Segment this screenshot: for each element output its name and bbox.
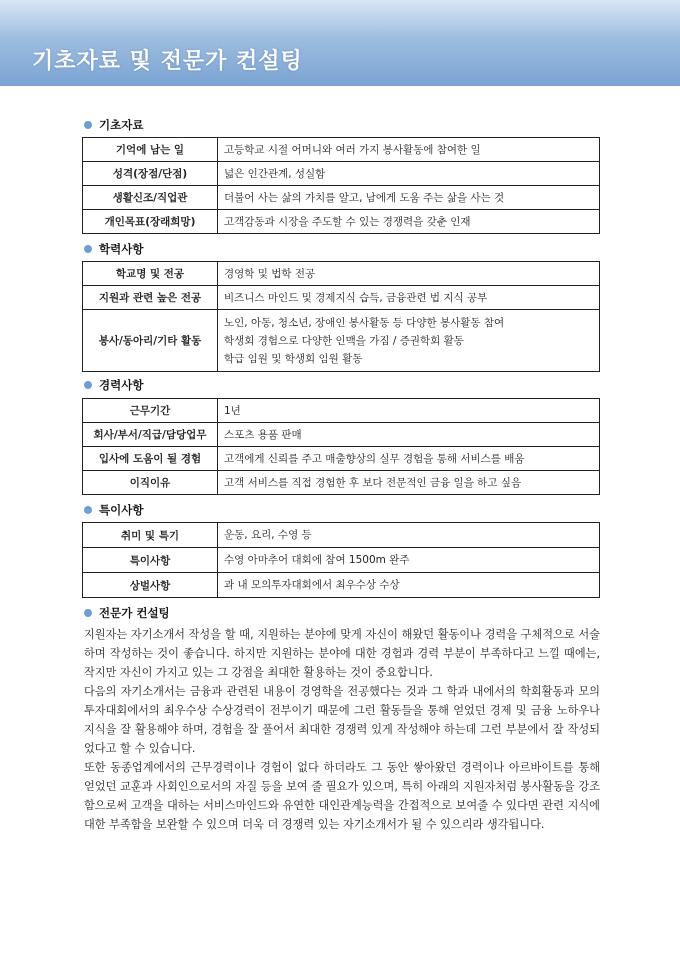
row-label: 성격(장점/단점) [83,162,218,186]
row-label: 봉사/동아리/기타 활동 [83,310,218,372]
section-heading-label: 기초자료 [99,118,144,132]
special-table [82,522,600,598]
row-value: 비즈니스 마인드 및 경제지식 습득, 금융관련 법 지식 공부 [218,286,600,310]
basic-info-table [82,137,600,234]
row-label: 회사/부서/직급/담당업무 [83,423,218,447]
row-value: 수영 아마추어 대회에 참여 1500m 완주 [218,548,600,573]
row-value: 고등학교 시절 어머니와 여러 가지 봉사활동에 참여한 일 [218,138,600,162]
row-value: 고객 서비스를 직접 경험한 후 보다 전문적인 금융 일을 하고 싶음 [218,471,600,495]
section-heading-special [84,502,143,518]
row-value: 넓은 인간관계, 성실함 [218,162,600,186]
row-label: 이직이유 [83,471,218,495]
table-row [83,423,600,447]
table-row [83,286,600,310]
table-row [83,548,600,573]
row-value: 1년 [218,399,600,423]
row-label: 지원과 관련 높은 전공 [83,286,218,310]
activity-line: 학급 임원 및 학생회 임원 활동 [224,352,363,365]
row-value: 고객감동과 시장을 주도할 수 있는 경쟁력을 갖춘 인재 [218,210,600,234]
table-row [83,310,600,372]
row-label: 생활신조/직업관 [83,186,218,210]
row-value: 경영학 및 법학 전공 [218,262,600,286]
table-row [83,447,600,471]
table-row [83,523,600,548]
activity-line: 학생회 경험으로 다양한 인맥을 가짐 / 증권학회 활동 [224,334,464,347]
consulting-paragraph: 다음의 자기소개서는 금융과 관련된 내용이 경영학을 전공했다는 것과 그 학과 내에서의 학회활동과 모의투자대회에서의 최우수상 수상경력이 전부이기 때문에 그런 활동들을 통해 얻었던 경제 및 금융 노하우나 지식을 잘 활용해야 하며, 경험을 잘 풀어서 최대한 경쟁력 있게 작성해야 하는데 그런 부분에서 잘 작성되었다고 할 수 있습니다. [84,685,600,755]
row-value: 스포츠 용품 판매 [218,423,600,447]
table-row [83,573,600,598]
table-row [83,162,600,186]
section-heading-basic [84,117,143,133]
row-value: 더불어 사는 삶의 가치를 알고, 남에게 도움 주는 삶을 사는 것 [218,186,600,210]
table-row [83,399,600,423]
row-value: 과 내 모의투자대회에서 최우수상 수상 [218,573,600,598]
table-row [83,471,600,495]
section-heading-consulting [84,605,170,621]
table-row [83,262,600,286]
row-label: 기억에 남는 일 [83,138,218,162]
career-table [82,398,600,495]
row-value: 운동, 요리, 수영 등 [218,523,600,548]
consulting-paragraph: 지원자는 자기소개서 작성을 할 때, 지원하는 분야에 맞게 자신이 해왔던 활동이나 경력을 구체적으로 서술하며 작성하는 것이 좋습니다. 하지만 지원하는 분야에 대한 경험과 경력 부분이 부족하다고 느낄 때에는, 작지만 자신이 가지고 있는 그 강점을 최대한 활용하는 것이 중요합니다. [84,628,600,679]
bullet-icon [84,609,92,617]
row-label: 취미 및 특기 [83,523,218,548]
header-banner [0,0,680,86]
section-heading-education [84,241,143,257]
row-label: 근무기간 [83,399,218,423]
section-heading-label: 학력사항 [99,242,144,256]
row-label: 개인목표(장래희망) [83,210,218,234]
row-label: 상벌사항 [83,573,218,598]
activity-line: 노인, 아동, 청소년, 장애인 봉사활동 등 다양한 봉사활동 참여 [224,316,505,329]
row-label: 학교명 및 전공 [83,262,218,286]
row-label: 특이사항 [83,548,218,573]
consulting-body [84,625,600,834]
section-heading-career [84,377,143,393]
bullet-icon [84,506,92,514]
bullet-icon [84,381,92,389]
consulting-paragraph: 또한 동종업계에서의 근무경력이나 경험이 없다 하더라도 그 동안 쌓아왔던 경력이나 아르바이트를 통해 얻었던 교훈과 사회인으로서의 자질 등을 보여 줄 필요가 있으며, 특히 아래의 지원자처럼 봉사활동을 강조함으로써 고객을 대하는 서비스마인드와 유연한 대인관계능력을 간접적으로 보여줄 수 있다면 관련 지식에 대한 부족함을 보완할 수 있으며 더욱 더 경쟁력 있는 자기소개서가 될 수 있으리라 생각됩니다. [84,761,600,831]
section-heading-label: 경력사항 [99,378,144,392]
row-value: 고객에게 신뢰를 주고 매출향상의 실무 경험을 통해 서비스를 배움 [218,447,600,471]
table-row [83,138,600,162]
section-heading-label: 전문가 컨설팅 [99,606,170,620]
bullet-icon [84,121,92,129]
row-value [218,310,600,372]
education-table [82,261,600,372]
table-row [83,210,600,234]
bullet-icon [84,245,92,253]
row-label: 입사에 도움이 될 경험 [83,447,218,471]
page-title: 기초자료 및 전문가 컨설팅 [32,49,303,74]
section-heading-label: 특이사항 [99,503,144,517]
table-row [83,186,600,210]
